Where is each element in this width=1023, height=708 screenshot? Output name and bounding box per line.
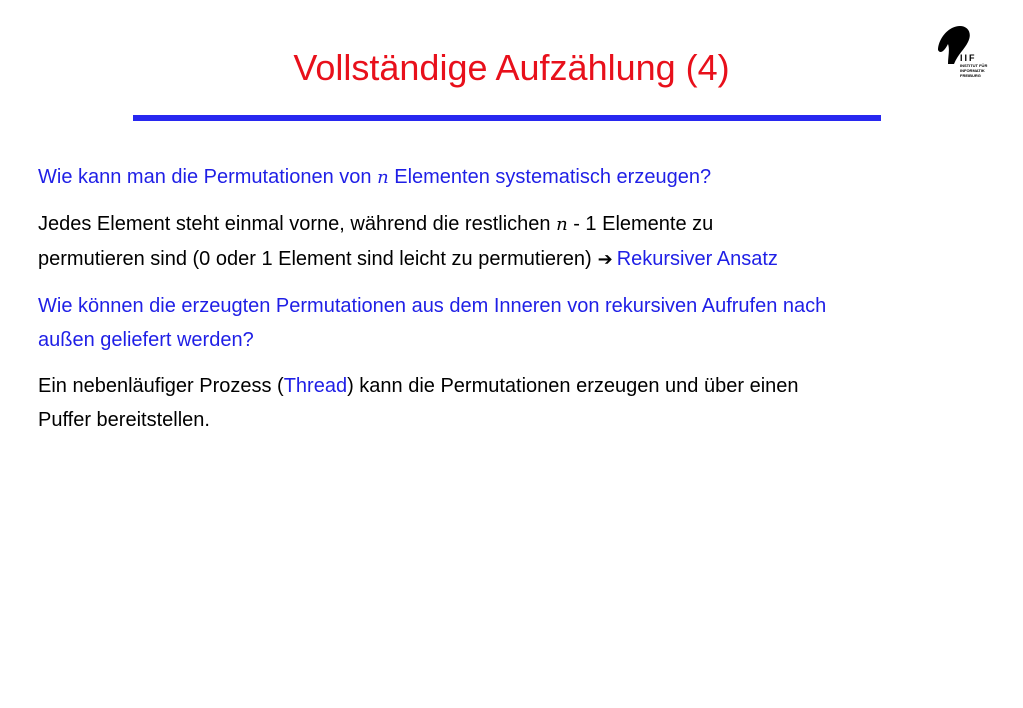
- title-underline: [133, 115, 881, 121]
- answer2-text-start: Ein nebenläufiger Prozess (: [38, 375, 284, 397]
- variable-n: n: [377, 167, 389, 188]
- recursive-approach-highlight: Rekursiver Ansatz: [616, 248, 778, 270]
- logo-line-3: FREIBURG: [960, 73, 981, 78]
- answer-thread: [38, 369, 978, 437]
- thread-highlight: Thread: [283, 375, 348, 397]
- iif-logo: [934, 24, 994, 86]
- logo-line-2: INFORMATIK: [960, 68, 985, 73]
- answer2-line2: Puffer bereitstellen.: [38, 409, 210, 431]
- question-delivery: [38, 289, 978, 357]
- question-text-end: Elementen systematisch erzeugen?: [388, 166, 712, 188]
- variable-n: n: [556, 214, 568, 235]
- question-permutations: [38, 160, 978, 195]
- answer-text-start: Jedes Element steht einmal vorne, während die restlichen: [38, 213, 557, 235]
- slide-title: Vollständige Aufzählung (4): [293, 47, 730, 88]
- answer-recursive: [38, 207, 978, 277]
- question2-line2: außen geliefert werden?: [38, 329, 254, 351]
- answer-text-line2: permutieren sind (0 oder 1 Element sind leicht zu permutieren): [38, 248, 592, 270]
- question-text-start: Wie kann man die Permutationen von: [38, 166, 378, 188]
- slide-body: [38, 160, 978, 449]
- question2-line1: Wie können die erzeugten Permutationen aus dem Inneren von rekursiven Aufrufen nach: [38, 295, 827, 317]
- logo-text: [960, 54, 987, 78]
- answer-text-mid: - 1 Elemente zu: [567, 213, 714, 235]
- logo-abbreviation: IIF: [960, 53, 977, 63]
- logo-line-1: INSTITUT FÜR: [960, 63, 988, 68]
- answer2-text-end: ) kann die Permutationen erzeugen und über einen: [347, 375, 799, 397]
- right-arrow-icon: ➔: [597, 249, 613, 270]
